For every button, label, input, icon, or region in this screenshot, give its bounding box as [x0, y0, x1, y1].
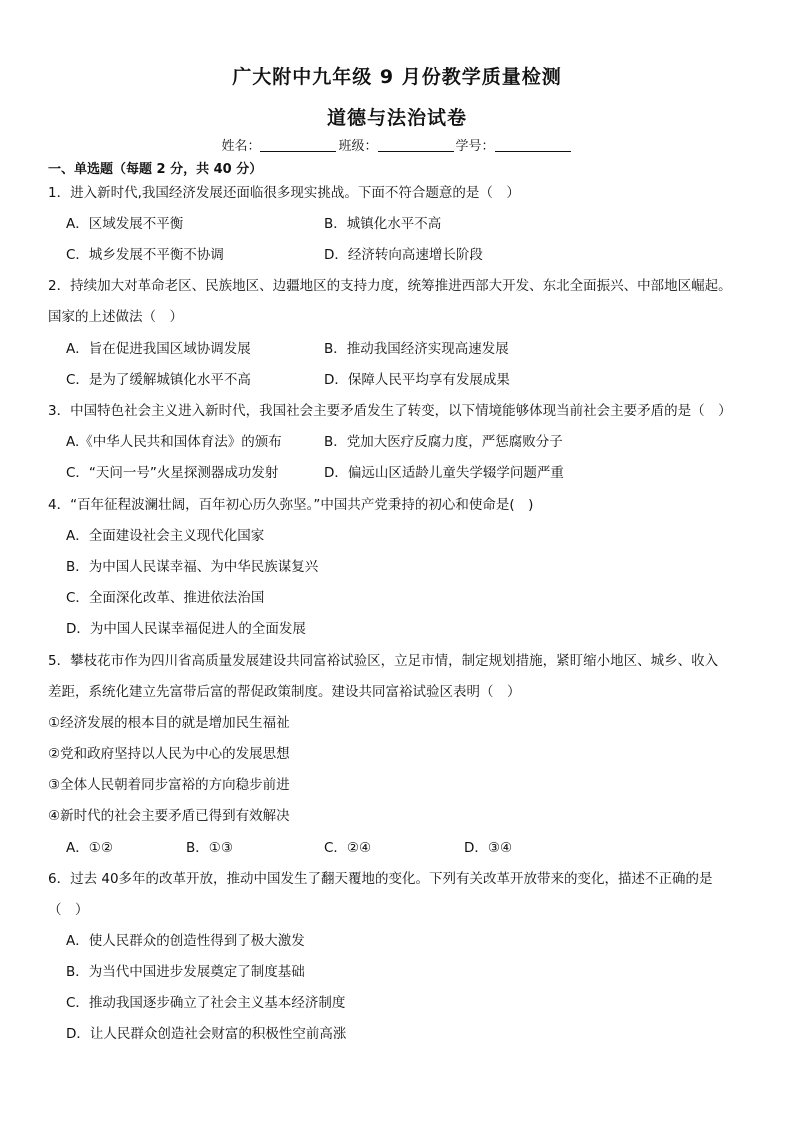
question-5-statement-3: ③全体人民朝着同步富裕的方向稳步前进 [48, 777, 290, 793]
exam-title: 广大附中九年级 9 月份教学质量检测 [232, 66, 562, 88]
question-5-stem-line1: 5．攀枝花市作为四川省高质量发展建设共同富裕试验区，立足市情，制定规划措施，紧盯缩小地区、城乡、收入 [48, 653, 719, 669]
question-3-option-a[interactable]: A.《中华人民共和国体育法》的颁布 [66, 434, 282, 450]
question-4-stem: 4．“百年征程波澜壮阔，百年初心历久弥坚。”中国共产党秉持的初心和使命是( ) [48, 497, 534, 513]
question-4-option-b[interactable]: B．为中国人民谋幸福、为中华民族谋复兴 [66, 559, 319, 575]
question-6-option-b[interactable]: B．为当代中国进步发展奠定了制度基础 [66, 964, 305, 980]
question-6-stem-line2: （ ） [48, 902, 89, 918]
question-1-option-a[interactable]: A．区域发展不平衡 [66, 216, 184, 232]
question-2-stem-line2: 国家的上述做法（ ） [48, 309, 183, 325]
question-2-option-b[interactable]: B．推动我国经济实现高速发展 [324, 341, 509, 357]
section-title: 一、单选题（每题 2 分，共 40 分） [48, 162, 263, 177]
question-4-option-d[interactable]: D．为中国人民谋幸福促进人的全面发展 [66, 621, 306, 637]
question-5-statement-2: ②党和政府坚持以人民为中心的发展思想 [48, 746, 290, 762]
id-label: 学号： [455, 139, 495, 154]
question-6-option-d[interactable]: D．让人民群众创造社会财富的积极性空前高涨 [66, 1026, 347, 1042]
question-2-option-c[interactable]: C．是为了缓解城镇化水平不高 [66, 372, 251, 388]
question-1-stem: 1．进入新时代,我国经济发展还面临很多现实挑战。下面不符合题意的是（ ） [48, 185, 520, 201]
question-4-option-a[interactable]: A．全面建设社会主义现代化国家 [66, 528, 265, 544]
question-6-option-c[interactable]: C．推动我国逐步确立了社会主义基本经济制度 [66, 995, 346, 1011]
question-6-option-a[interactable]: A．使人民群众的创造性得到了极大激发 [66, 933, 305, 949]
question-3-option-b[interactable]: B．党加大医疗反腐力度，严惩腐败分子 [324, 434, 563, 450]
name-blank[interactable] [260, 138, 336, 152]
question-5-option-d[interactable]: D．③④ [464, 840, 513, 856]
class-blank[interactable] [378, 138, 454, 152]
question-5-statement-1: ①经济发展的根本目的就是增加民生福祉 [48, 715, 290, 731]
question-4-option-c[interactable]: C．全面深化改革、推进依法治国 [66, 590, 265, 606]
question-5-option-c[interactable]: C．②④ [324, 840, 372, 856]
question-2-option-d[interactable]: D．保障人民平均享有发展成果 [324, 372, 510, 388]
question-3-stem: 3．中国特色社会主义进入新时代，我国社会主要矛盾发生了转变，以下情境能够体现当前社会主要矛盾的是（ ） [48, 403, 732, 419]
question-5-stem-line2: 差距，系统化建立先富带后富的帮促政策制度。建设共同富裕试验区表明（ ） [48, 684, 521, 700]
id-blank[interactable] [495, 138, 571, 152]
question-1-option-c[interactable]: C．城乡发展不平衡不协调 [66, 247, 224, 263]
question-1-option-d[interactable]: D．经济转向高速增长阶段 [324, 247, 483, 263]
question-5-option-b[interactable]: B．①③ [186, 840, 233, 856]
question-3-option-c[interactable]: C．“天问一号”火星探测器成功发射 [66, 465, 279, 481]
name-label: 姓名： [221, 139, 261, 154]
exam-subtitle: 道德与法治试卷 [326, 107, 467, 129]
student-info-row [0, 135, 794, 154]
question-2-stem-line1: 2．持续加大对革命老区、民族地区、边疆地区的支持力度，统筹推进西部大开发、东北全面振兴、中部地区崛起。 [48, 278, 732, 294]
question-5-statement-4: ④新时代的社会主要矛盾已得到有效解决 [48, 808, 290, 824]
question-3-option-d[interactable]: D．偏远山区适龄儿童失学辍学问题严重 [324, 465, 564, 481]
question-6-stem-line1: 6．过去 40多年的改革开放，推动中国发生了翻天覆地的变化。下列有关改革开放带来的变化，描述不正确的是 [48, 871, 713, 887]
question-1-option-b[interactable]: B．城镇化水平不高 [324, 216, 442, 232]
class-label: 班级： [338, 139, 378, 154]
question-2-option-a[interactable]: A．旨在促进我国区域协调发展 [66, 341, 251, 357]
question-5-option-a[interactable]: A．①② [66, 840, 113, 856]
